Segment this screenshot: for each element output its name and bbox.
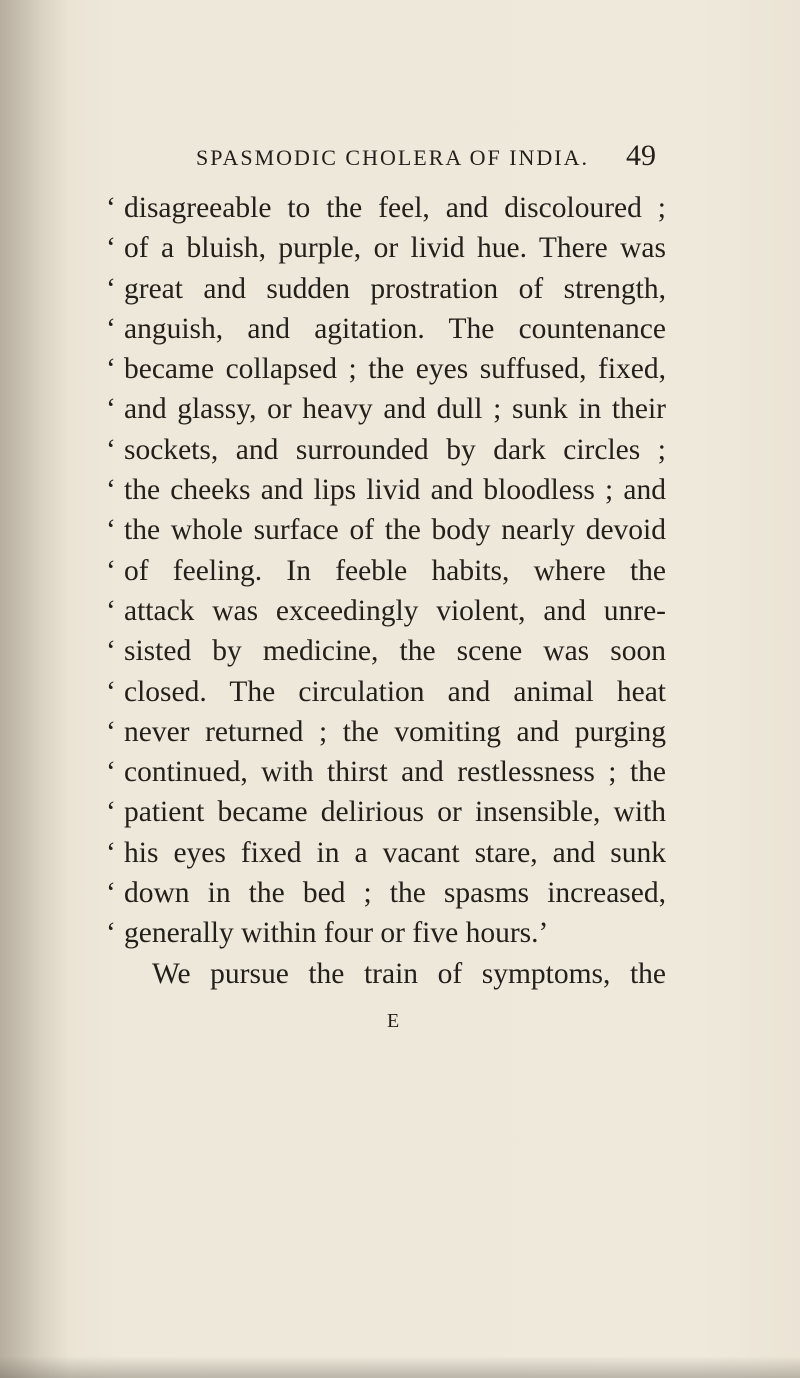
page-bottom-edge xyxy=(0,1356,800,1378)
line-text: his eyes fixed in a vacant stare, and sunk xyxy=(124,836,666,869)
quote-mark: ‘ xyxy=(106,393,116,426)
line-text: never returned ; the vomiting and purging xyxy=(124,715,666,748)
text-line xyxy=(106,631,666,671)
line-text: We pursue the train of symptoms, the xyxy=(152,957,666,990)
line-text: sockets, and surrounded by dark circles ; xyxy=(124,433,666,466)
line-text: closed. The circulation and animal heat xyxy=(124,675,666,708)
line-text: and glassy, or heavy and dull ; sunk in their xyxy=(124,393,666,426)
line-text: the whole surface of the body nearly devoid xyxy=(124,514,666,547)
text-line xyxy=(106,833,666,873)
text-line xyxy=(106,269,666,309)
line-text: of feeling. In feeble habits, where the xyxy=(124,554,666,587)
body-text xyxy=(106,188,666,994)
line-text: continued, with thirst and restlessness ; the xyxy=(124,756,666,789)
running-head: SPASMODIC CHOLERA OF INDIA. xyxy=(196,145,590,170)
text-line xyxy=(106,792,666,832)
text-line-new-paragraph xyxy=(106,954,666,994)
text-line xyxy=(106,712,666,752)
text-line xyxy=(106,309,666,349)
line-text: generally within four or five hours.’ xyxy=(124,917,549,950)
quote-mark: ‘ xyxy=(106,192,116,224)
page-header xyxy=(196,139,656,175)
text-line xyxy=(106,752,666,792)
text-line xyxy=(106,188,666,228)
text-line xyxy=(106,913,666,953)
quote-mark: ‘ xyxy=(106,474,116,507)
quote-mark: ‘ xyxy=(106,232,116,265)
quote-mark: ‘ xyxy=(106,353,116,386)
line-text: anguish, and agitation. The countenance xyxy=(124,312,666,345)
text-line xyxy=(106,228,666,268)
line-text: became collapsed ; the eyes suffused, fixed, xyxy=(124,353,666,386)
binding-gutter-shadow xyxy=(0,0,70,1378)
text-line xyxy=(106,591,666,631)
quote-mark: ‘ xyxy=(106,635,116,668)
text-line xyxy=(106,430,666,470)
line-text: disagreeable to the feel, and discoloured ; xyxy=(124,192,666,224)
quote-mark: ‘ xyxy=(106,554,116,587)
quote-mark: ‘ xyxy=(106,675,116,708)
quote-mark: ‘ xyxy=(106,715,116,748)
line-text: down in the bed ; the spasms increased, xyxy=(124,877,666,910)
text-line xyxy=(106,672,666,712)
quote-mark: ‘ xyxy=(106,272,116,305)
quote-mark: ‘ xyxy=(106,796,116,829)
quote-mark: ‘ xyxy=(106,312,116,345)
line-text: attack was exceedingly violent, and unre- xyxy=(124,594,666,627)
line-text: patient became delirious or insensible, with xyxy=(124,796,666,829)
quote-mark: ‘ xyxy=(106,836,116,869)
text-line xyxy=(106,873,666,913)
text-line xyxy=(106,349,666,389)
line-text: great and sudden prostration of strength, xyxy=(124,272,666,305)
text-line xyxy=(106,389,666,429)
text-line xyxy=(106,470,666,510)
quote-mark: ‘ xyxy=(106,917,116,950)
quote-mark: ‘ xyxy=(106,433,116,466)
quote-mark: ‘ xyxy=(106,877,116,910)
line-text: sisted by medicine, the scene was soon xyxy=(124,635,666,668)
text-line xyxy=(106,551,666,591)
page-number: 49 xyxy=(626,139,656,172)
quote-mark: ‘ xyxy=(106,756,116,789)
line-text: of a bluish, purple, or livid hue. There was xyxy=(124,232,666,265)
line-text: the cheeks and lips livid and bloodless ; and xyxy=(124,474,666,507)
quote-mark: ‘ xyxy=(106,514,116,547)
quote-mark: ‘ xyxy=(106,594,116,627)
signature-mark: E xyxy=(387,1010,400,1032)
text-line xyxy=(106,510,666,550)
